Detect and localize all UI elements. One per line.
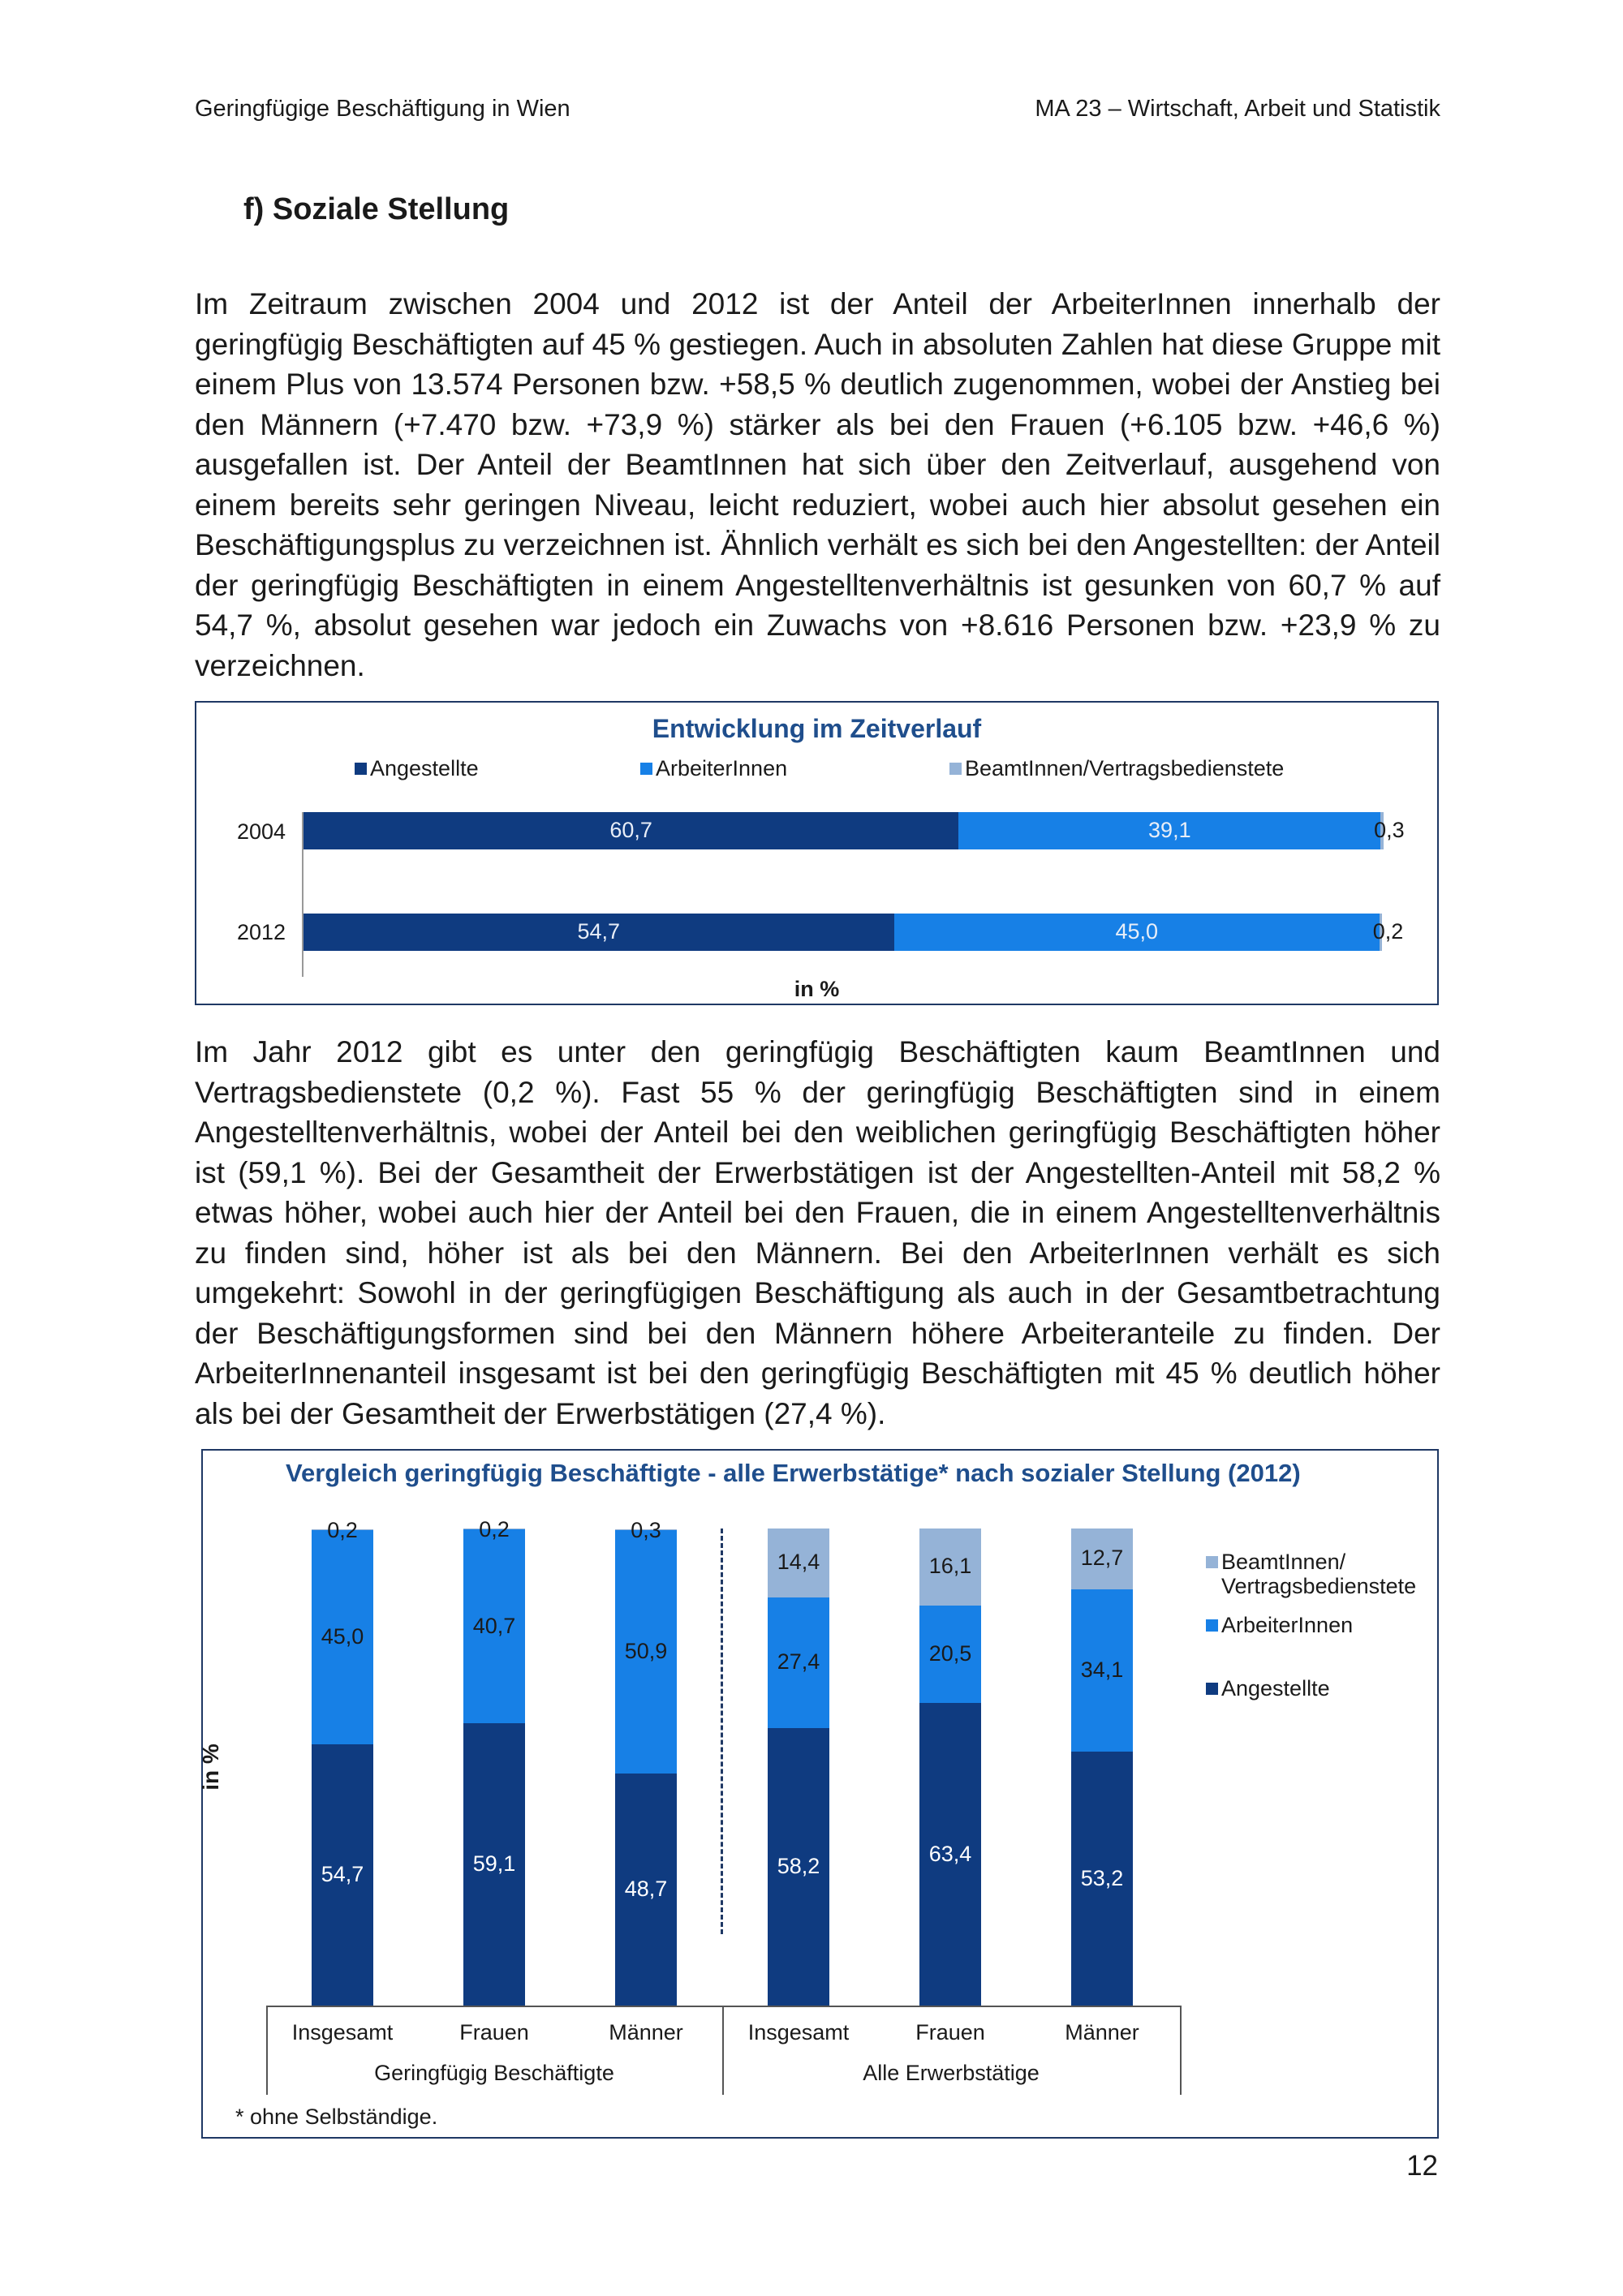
chart1-data-label: 60,7 <box>609 818 652 842</box>
chart1-legend-label: Angestellte <box>370 756 479 780</box>
chart2-group-separator <box>721 1529 723 1934</box>
chart2-category-label: Insgesamt <box>747 2020 850 2044</box>
chart1-data-label: 45,0 <box>1115 919 1159 944</box>
paragraph-2: Im Jahr 2012 gibt es unter den geringfügig Beschäftigten kaum BeamtInnen und Vertragsbedienstete (0,2 %). Fast 55 % der geringfügig Beschäftigten sind in einem Angestelltenverhältnis, wobei der Anteil bei den weiblichen geringfügig Beschäftigten höher ist (59,1 %). Bei der Gesamtheit der Erwerbstätigen ist der Angestellten-Anteil mit 58,2 % etwas höher, wobei auch hier der Anteil bei den Frauen, die in einem Angestelltenverhältnis zu finden sind, höher ist als bei den Männern. Bei den ArbeiterInnen verhält es sich umgekehrt: Sowohl in der geringfügigen Beschäftigung als auch in der Gesamtbetrachtung der Beschäftigungsformen sind bei den Männern höhere Arbeiteranteile zu finden. Der ArbeiterInnenanteil insgesamt ist bei den geringfügig Beschäftigten mit 45 % deutlich höher als bei der Gesamtheit der Erwerbstätigen (27,4 %). <box>195 1035 1440 1430</box>
chart2-category-label: Frauen <box>459 2020 529 2044</box>
chart2-group-label: Alle Erwerbstätige <box>863 2061 1040 2085</box>
chart2-legend-beamte <box>1206 1550 1345 1575</box>
legend-swatch <box>355 763 367 775</box>
legend-swatch <box>1206 1619 1218 1632</box>
chart1-legend-label: ArbeiterInnen <box>656 756 788 780</box>
chart2-data-label: 53,2 <box>1080 1865 1124 1890</box>
chart2-axis-tick <box>266 2006 268 2095</box>
chart2-data-label: 0,2 <box>327 1517 358 1542</box>
chart-time-development <box>195 701 1439 1005</box>
chart2-data-label: 54,7 <box>321 1862 364 1887</box>
chart2-data-label: 12,7 <box>1080 1546 1124 1571</box>
chart1-legend-beamte <box>949 756 1284 781</box>
chart2-data-label: 16,1 <box>928 1554 972 1579</box>
chart2-data-label: 45,0 <box>321 1624 364 1649</box>
chart2-legend-arbeiter <box>1206 1613 1353 1638</box>
chart2-data-label: 0,2 <box>479 1517 510 1541</box>
chart1-category-label: 2004 <box>237 819 286 844</box>
chart1-category-label: 2012 <box>237 920 286 944</box>
chart1-data-label: 54,7 <box>577 919 621 944</box>
chart2-legend-label: BeamtInnen/ <box>1221 1550 1346 1574</box>
chart2-data-label: 34,1 <box>1080 1657 1124 1682</box>
chart2-category-label: Frauen <box>915 2020 985 2044</box>
chart2-data-label: 0,3 <box>631 1517 661 1542</box>
chart1-legend-angestellte <box>355 756 479 781</box>
chart-comparison <box>201 1449 1439 2139</box>
chart2-legend-angestellte <box>1206 1676 1330 1701</box>
chart1-legend-arbeiter <box>640 756 787 781</box>
chart2-axis-tick <box>1180 2006 1182 2095</box>
chart2-data-label: 20,5 <box>928 1640 972 1666</box>
chart1-xlabel: in % <box>794 977 840 1001</box>
chart2-data-label: 40,7 <box>472 1613 516 1638</box>
page-number: 12 <box>1406 2150 1438 2182</box>
chart2-data-label: 27,4 <box>777 1649 820 1675</box>
chart1-legend-label: BeamtInnen/Vertragsbedienstete <box>965 756 1285 780</box>
chart2-data-label: 14,4 <box>777 1550 820 1575</box>
chart2-category-label: Insgesamt <box>291 2020 394 2044</box>
chart1-data-label: 39,1 <box>1148 818 1191 842</box>
chart2-data-label: 50,9 <box>624 1638 668 1663</box>
chart2-data-label: 63,4 <box>928 1841 972 1866</box>
paragraph-1: Im Zeitraum zwischen 2004 und 2012 ist der Anteil der ArbeiterInnen innerhalb der geringfügig Beschäftigten auf 45 % gestiegen. Auch in absoluten Zahlen hat diese Gruppe mit einem Plus von 13.574 Personen bzw. +58,5 % deutlich zugenommen, wobei der Anstieg bei den Männern (+7.470 bzw. +73,9 %) stärker als bei den Frauen (+6.105 bzw. +46,6 %) ausgefallen ist. Der Anteil der BeamtInnen hat sich über den Zeitverlauf, ausgehend von einem bereits sehr geringen Niveau, leicht reduziert, wobei auch hier absolut gesehen ein Beschäftigungsplus zu verzeichnen ist. Ähnlich verhält es sich bei den Angestellten: der Anteil der geringfügig Beschäftigten in einem Angestelltenverhältnis ist gesunken von 60,7 % auf 54,7 %, absolut gesehen war jedoch ein Zuwachs von +8.616 Personen bzw. +23,9 % zu verzeichnen. <box>195 287 1440 682</box>
chart2-title: Vergleich geringfügig Beschäftigte - alle Erwerbstätige* nach sozialer Stellung (2012) <box>286 1459 1301 1487</box>
chart2-data-label: 58,2 <box>777 1853 820 1878</box>
chart2-group-label: Geringfügig Beschäftigte <box>374 2061 614 2085</box>
legend-swatch <box>1206 1556 1218 1568</box>
chart2-legend-label: ArbeiterInnen <box>1221 1613 1354 1637</box>
chart2-category-label: Männer <box>609 2020 683 2044</box>
page-header-right: MA 23 – Wirtschaft, Arbeit und Statistik <box>1035 96 1440 122</box>
chart1-data-label: 0,3 <box>1374 818 1405 842</box>
chart2-footnote: * ohne Selbständige. <box>235 2105 438 2129</box>
legend-swatch <box>949 763 962 775</box>
page-header-left: Geringfügige Beschäftigung in Wien <box>195 96 570 122</box>
chart1-data-label: 0,2 <box>1372 919 1404 944</box>
chart2-ylabel: in % <box>198 1743 223 1791</box>
legend-swatch <box>1206 1683 1218 1695</box>
chart2-data-label: 59,1 <box>472 1851 516 1877</box>
chart2-legend-label: Angestellte <box>1221 1676 1330 1701</box>
section-title: f) Soziale Stellung <box>243 192 510 226</box>
chart2-category-label: Männer <box>1065 2020 1139 2044</box>
legend-swatch <box>640 763 652 775</box>
chart2-legend-beamte-line2: Vertragsbedienstete <box>1221 1574 1417 1598</box>
chart2-data-label: 48,7 <box>624 1876 668 1901</box>
chart1-title: Entwicklung im Zeitverlauf <box>652 714 982 743</box>
chart2-axis-tick <box>722 2006 724 2095</box>
